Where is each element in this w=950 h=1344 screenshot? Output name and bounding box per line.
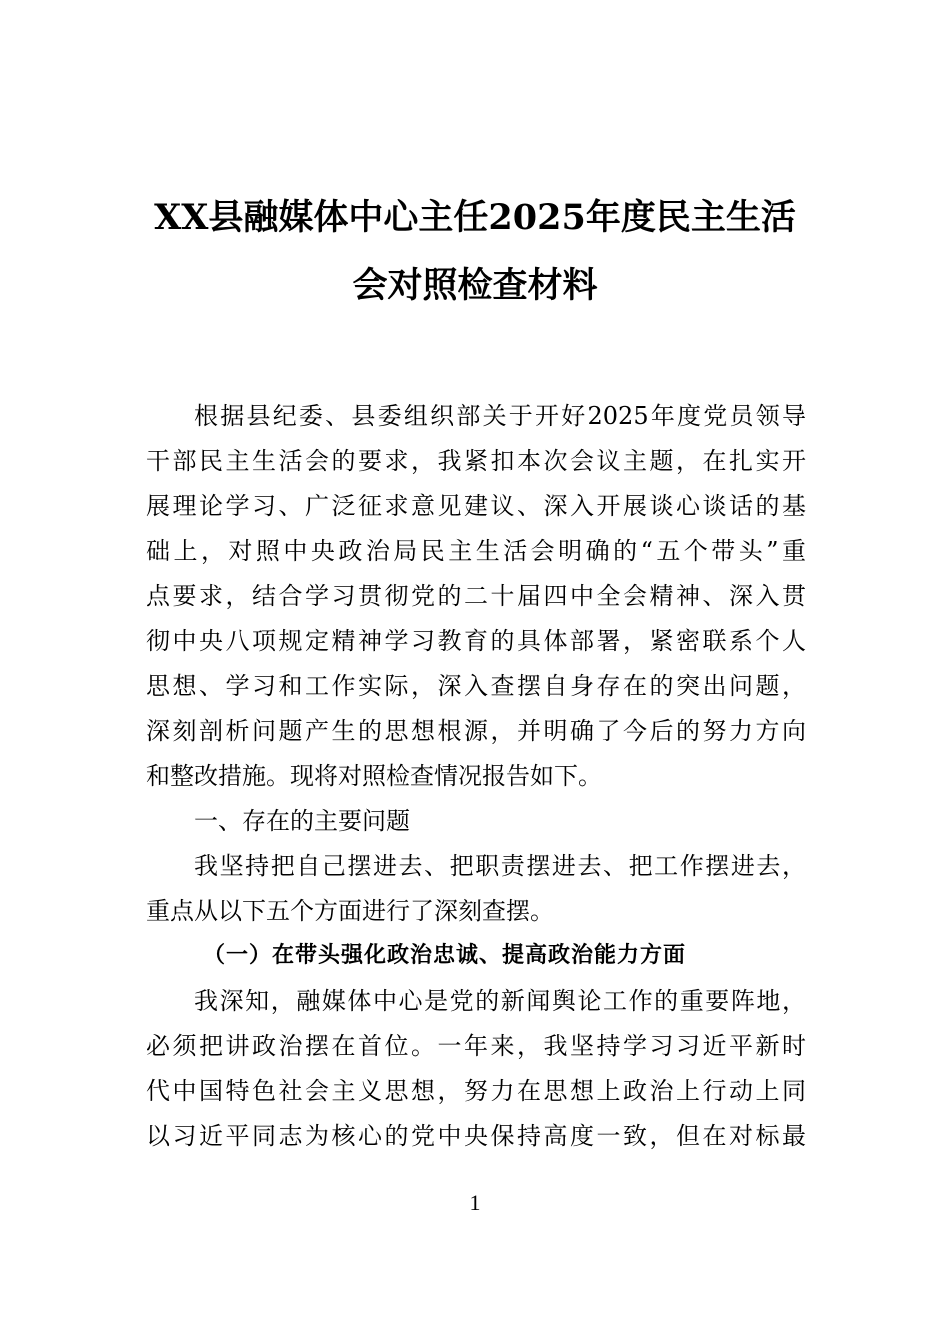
subsection-paragraph-line: 我深知，融媒体中心是党的新闻舆论工作的重要阵地， [194, 987, 806, 1015]
subsection-paragraph-line: 必须把讲政治摆在首位。一年来，我坚持学习习近平新时 [146, 1032, 806, 1060]
document-title-line-1: XX县融媒体中心主任2025年度民主生活 [154, 197, 796, 238]
intro-paragraph-line: 和整改措施。现将对照检查情况报告如下。 [146, 762, 602, 790]
intro-paragraph-line: 彻中央八项规定精神学习教育的具体部署，紧密联系个人 [146, 627, 806, 655]
intro-paragraph-line: 深刻剖析问题产生的思想根源，并明确了今后的努力方向 [146, 717, 806, 745]
subsection-paragraph-line: 以习近平同志为核心的党中央保持高度一致，但在对标最 [146, 1122, 806, 1150]
section-heading: 一、存在的主要问题 [194, 807, 410, 835]
intro-paragraph-line: 础上，对照中央政治局民主生活会明确的“五个带头”重 [146, 537, 806, 565]
section-paragraph-line: 我坚持把自己摆进去、把职责摆进去、把工作摆进去， [194, 852, 806, 880]
subsection-paragraph-line: 代中国特色社会主义思想，努力在思想上政治上行动上同 [146, 1077, 806, 1105]
intro-paragraph-line: 思想、学习和工作实际，深入查摆自身存在的突出问题， [146, 672, 806, 700]
subsection-heading: （一）在带头强化政治忠诚、提高政治能力方面 [203, 942, 687, 968]
intro-paragraph-line: 展理论学习、广泛征求意见建议、深入开展谈心谈话的基 [146, 492, 806, 520]
intro-paragraph-line: 根据县纪委、县委组织部关于开好2025年度党员领导 [194, 402, 806, 430]
intro-paragraph-line: 点要求，结合学习贯彻党的二十届四中全会精神、深入贯 [146, 582, 806, 610]
intro-paragraph-line: 干部民主生活会的要求，我紧扣本次会议主题，在扎实开 [146, 447, 806, 475]
document-title-line-2: 会对照检查材料 [352, 265, 598, 306]
section-paragraph-line: 重点从以下五个方面进行了深刻查摆。 [146, 897, 554, 925]
page-number: 1 [469, 1190, 481, 1215]
